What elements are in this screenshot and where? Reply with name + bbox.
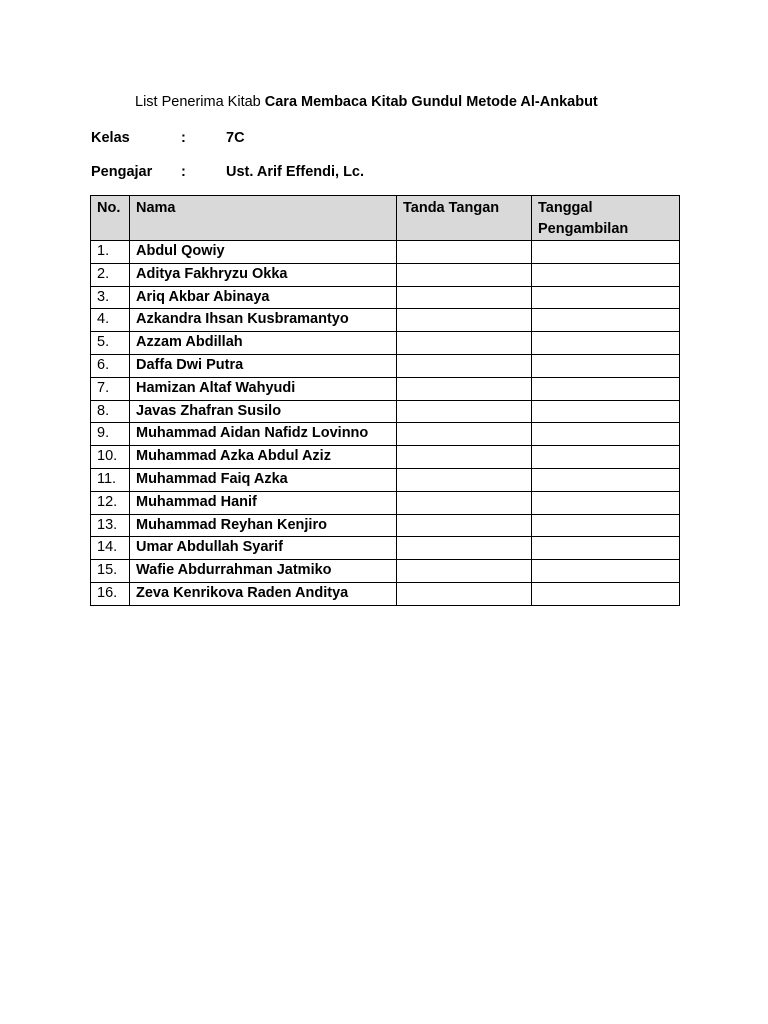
table-row bbox=[91, 560, 680, 583]
signature-cell[interactable] bbox=[397, 354, 532, 377]
recipient-name: Aditya Fakhryzu Okka bbox=[130, 263, 397, 286]
recipient-name: Daffa Dwi Putra bbox=[130, 354, 397, 377]
pickup-date-cell[interactable] bbox=[532, 560, 680, 583]
row-number: 2. bbox=[91, 263, 130, 286]
header-tanda-tangan: Tanda Tangan bbox=[397, 196, 532, 241]
recipient-name: Abdul Qowiy bbox=[130, 241, 397, 264]
recipient-name: Muhammad Aidan Nafidz Lovinno bbox=[130, 423, 397, 446]
kelas-label: Kelas bbox=[91, 130, 130, 146]
header-nama: Nama bbox=[130, 196, 397, 241]
row-number: 5. bbox=[91, 332, 130, 355]
pickup-date-cell[interactable] bbox=[532, 537, 680, 560]
recipients-table bbox=[90, 195, 680, 606]
pickup-date-cell[interactable] bbox=[532, 241, 680, 264]
table-row bbox=[91, 263, 680, 286]
table-row bbox=[91, 309, 680, 332]
row-number: 14. bbox=[91, 537, 130, 560]
signature-cell[interactable] bbox=[397, 582, 532, 605]
row-number: 13. bbox=[91, 514, 130, 537]
row-number: 11. bbox=[91, 468, 130, 491]
row-number: 9. bbox=[91, 423, 130, 446]
table-header bbox=[91, 196, 680, 241]
table-row bbox=[91, 286, 680, 309]
row-number: 16. bbox=[91, 582, 130, 605]
pickup-date-cell[interactable] bbox=[532, 309, 680, 332]
pickup-date-cell[interactable] bbox=[532, 400, 680, 423]
signature-cell[interactable] bbox=[397, 286, 532, 309]
signature-cell[interactable] bbox=[397, 309, 532, 332]
row-number: 3. bbox=[91, 286, 130, 309]
pickup-date-cell[interactable] bbox=[532, 332, 680, 355]
pickup-date-cell[interactable] bbox=[532, 582, 680, 605]
signature-cell[interactable] bbox=[397, 241, 532, 264]
recipient-name: Wafie Abdurrahman Jatmiko bbox=[130, 560, 397, 583]
table-row bbox=[91, 241, 680, 264]
document-title-prefix: List Penerima Kitab bbox=[135, 94, 261, 110]
table-row bbox=[91, 377, 680, 400]
table-row bbox=[91, 423, 680, 446]
kelas-colon: : bbox=[181, 130, 186, 146]
signature-cell[interactable] bbox=[397, 446, 532, 469]
row-number: 8. bbox=[91, 400, 130, 423]
recipient-name: Muhammad Reyhan Kenjiro bbox=[130, 514, 397, 537]
pickup-date-cell[interactable] bbox=[532, 286, 680, 309]
recipient-name: Javas Zhafran Susilo bbox=[130, 400, 397, 423]
kelas-value: 7C bbox=[226, 130, 245, 146]
recipient-name: Muhammad Azka Abdul Aziz bbox=[130, 446, 397, 469]
recipient-name: Umar Abdullah Syarif bbox=[130, 537, 397, 560]
recipient-name: Zeva Kenrikova Raden Anditya bbox=[130, 582, 397, 605]
table-row bbox=[91, 354, 680, 377]
recipient-name: Ariq Akbar Abinaya bbox=[130, 286, 397, 309]
row-number: 12. bbox=[91, 491, 130, 514]
recipient-name: Muhammad Hanif bbox=[130, 491, 397, 514]
pickup-date-cell[interactable] bbox=[532, 468, 680, 491]
signature-cell[interactable] bbox=[397, 332, 532, 355]
header-tanggal-pengambilan: Tanggal Pengambilan bbox=[532, 196, 680, 241]
signature-cell[interactable] bbox=[397, 377, 532, 400]
recipient-name: Muhammad Faiq Azka bbox=[130, 468, 397, 491]
row-number: 10. bbox=[91, 446, 130, 469]
recipient-name: Azzam Abdillah bbox=[130, 332, 397, 355]
document-title-book: Cara Membaca Kitab Gundul Metode Al-Ankabut bbox=[264, 94, 598, 110]
row-number: 6. bbox=[91, 354, 130, 377]
pickup-date-cell[interactable] bbox=[532, 514, 680, 537]
table-row bbox=[91, 332, 680, 355]
signature-cell[interactable] bbox=[397, 400, 532, 423]
table-row bbox=[91, 582, 680, 605]
signature-cell[interactable] bbox=[397, 560, 532, 583]
row-number: 15. bbox=[91, 560, 130, 583]
row-number: 1. bbox=[91, 241, 130, 264]
pickup-date-cell[interactable] bbox=[532, 423, 680, 446]
table-row bbox=[91, 491, 680, 514]
table-row bbox=[91, 537, 680, 560]
pengajar-value: Ust. Arif Effendi, Lc. bbox=[226, 164, 365, 180]
recipient-name: Azkandra Ihsan Kusbramantyo bbox=[130, 309, 397, 332]
pickup-date-cell[interactable] bbox=[532, 446, 680, 469]
signature-cell[interactable] bbox=[397, 514, 532, 537]
pickup-date-cell[interactable] bbox=[532, 354, 680, 377]
pickup-date-cell[interactable] bbox=[532, 263, 680, 286]
pengajar-label: Pengajar bbox=[91, 164, 153, 180]
document-title bbox=[135, 94, 598, 110]
table-row bbox=[91, 514, 680, 537]
table-header-row bbox=[91, 196, 680, 241]
table-row bbox=[91, 468, 680, 491]
table-row bbox=[91, 400, 680, 423]
pickup-date-cell[interactable] bbox=[532, 491, 680, 514]
signature-cell[interactable] bbox=[397, 423, 532, 446]
table-body bbox=[91, 241, 680, 606]
signature-cell[interactable] bbox=[397, 263, 532, 286]
pickup-date-cell[interactable] bbox=[532, 377, 680, 400]
row-number: 7. bbox=[91, 377, 130, 400]
header-no: No. bbox=[91, 196, 130, 241]
recipient-name: Hamizan Altaf Wahyudi bbox=[130, 377, 397, 400]
pengajar-colon: : bbox=[181, 164, 186, 180]
row-number: 4. bbox=[91, 309, 130, 332]
table-row bbox=[91, 446, 680, 469]
signature-cell[interactable] bbox=[397, 468, 532, 491]
signature-cell[interactable] bbox=[397, 537, 532, 560]
signature-cell[interactable] bbox=[397, 491, 532, 514]
